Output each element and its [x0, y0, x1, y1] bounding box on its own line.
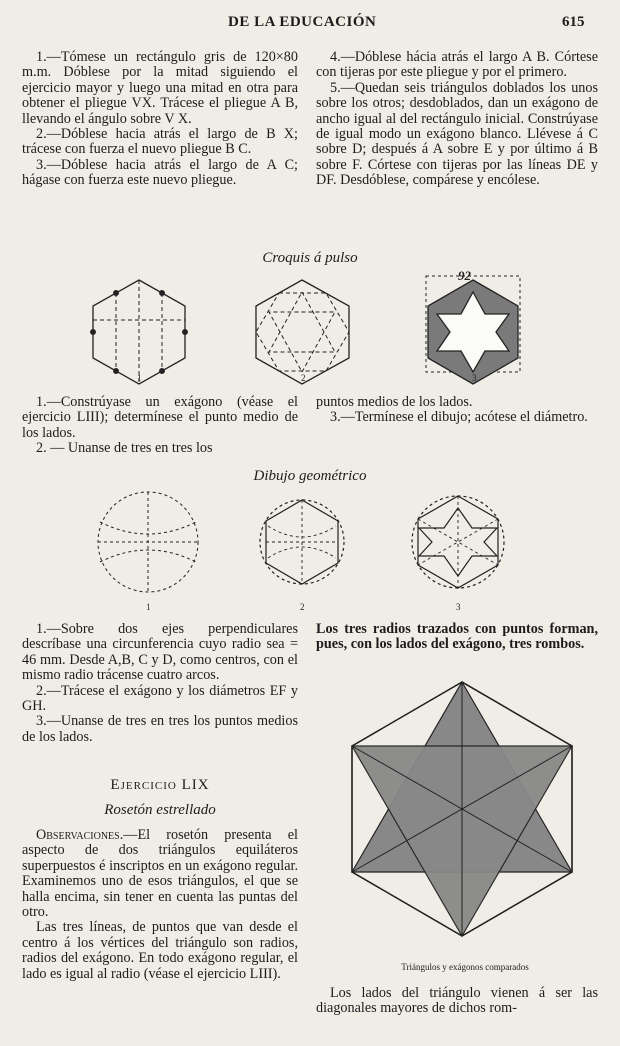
- page-number: 615: [562, 14, 585, 30]
- figure-number: 3: [456, 602, 461, 612]
- paragraph: 2. — Unanse de tres en tres los: [36, 440, 213, 457]
- figure-number: 1: [146, 602, 151, 612]
- observations-label: Observaciones.: [36, 827, 124, 843]
- figure-number: 2: [301, 373, 306, 383]
- paragraph: Los lados del triángulo vienen á ser las diagonales mayores de dichos rom-: [316, 985, 598, 1017]
- section-heading-dibujo: Dibujo geométrico: [253, 468, 367, 484]
- figure-caption: Triángulos y exágonos comparados: [401, 962, 529, 972]
- paragraph: 3.—Termínese el dibujo; acótese el diámetro.: [330, 409, 588, 426]
- instructions-right-col: [316, 50, 598, 189]
- paragraph: 2.—Trácese el exágono y los diámetros EF y GH.: [22, 682, 298, 715]
- hexagon-sketch-2: [256, 280, 349, 384]
- figure-number: 3: [472, 373, 477, 383]
- croquis-figures: [0, 265, 620, 390]
- paragraph: 1.—Sobre dos ejes perpendiculares descríbase una circunferencia cuyo radio sea = 46 mm. Desde A,B, C y D, como centros, con el mismo radio trácense cuatro arcos.: [22, 621, 298, 684]
- paragraph: 4.—Dóblese hácia atrás el largo A B. Córtese con tijeras por este pliegue y por el primero.: [316, 49, 598, 81]
- paragraph: puntos medios de los lados.: [316, 394, 473, 410]
- page-header: [0, 14, 620, 36]
- running-title: DE LA EDUCACIÓN: [228, 14, 377, 30]
- croquis-left-col: [22, 395, 298, 457]
- paragraph: 1.—Tómese un rectángulo gris de 120×80 m.m. Dóblese por la mitad siguiendo el ejercicio mayor y luego una mitad en otra para obtener el pliegue VX. Trácese el pliegue A B, llevando el ángulo sobre V X.: [22, 49, 298, 127]
- instructions-left-col: [22, 50, 298, 189]
- observations: [22, 828, 298, 982]
- geometric-right-col: [316, 622, 598, 653]
- section-heading-croquis: Croquis á pulso: [262, 250, 358, 266]
- dimension-label: 92: [458, 268, 471, 283]
- observations-text: —El rosetón presenta el aspecto de dos triángulos equiláteros superpuestos é inscriptos en un exágono regular. Examinemos uno de esos triángulos, el que se halla encima, sin tener en cuenta las puntas del otro.: [22, 827, 298, 921]
- paragraph: Los tres radios trazados con puntos forman, pues, con los lados del exágono, tres rombos.: [316, 621, 598, 653]
- star-hexagon-figure: [336, 676, 594, 976]
- exercise-title: Rosetón estrellado: [104, 802, 216, 818]
- footer-right-col: [316, 986, 598, 1017]
- exercise-section: [22, 777, 298, 982]
- paragraph: 3.—Unanse de tres en tres los puntos medios de los lados.: [22, 713, 298, 745]
- paragraph: Las tres líneas, de puntos que van desde el centro á los vértices del triángulo son radios, radios del exágono. En todo exágono regular, el lado es igual al radio (véase el ejercicio LIII).: [22, 919, 298, 982]
- exercise-number: Ejercicio LIX: [110, 777, 210, 793]
- paragraph: 5.—Quedan seis triángulos doblados los unos sobre los otros; desdoblados, dan un exágono de ancho igual al del rectángulo inicial. Constrúyase de igual modo un exágono blanco. Llévese á C sobre D; después á A sobre E y por último á B sobre F. Córtese con tijeras por las líneas DE y DF. Desdóblese, compárese y encólese.: [316, 79, 598, 189]
- paragraph: 2.—Dóblese hacia atrás el largo de B X; trácese con fuerza el nuevo pliegue B C.: [22, 126, 298, 158]
- geometric-left-col: [22, 622, 298, 745]
- paragraph: 1.—Constrúyase un exágono (véase el ejercicio LIII); determínese el punto medio de los lados.: [22, 394, 298, 441]
- croquis-right-col: [316, 395, 598, 426]
- paragraph: 3.—Dóblese hacia atrás el largo de A C; hágase con fuerza este nuevo pliegue.: [22, 156, 298, 189]
- figure-number: 2: [300, 602, 305, 612]
- figure-number: 1: [137, 373, 142, 383]
- geometric-figures: [0, 488, 620, 618]
- hexagon-sketch-3: [426, 268, 520, 384]
